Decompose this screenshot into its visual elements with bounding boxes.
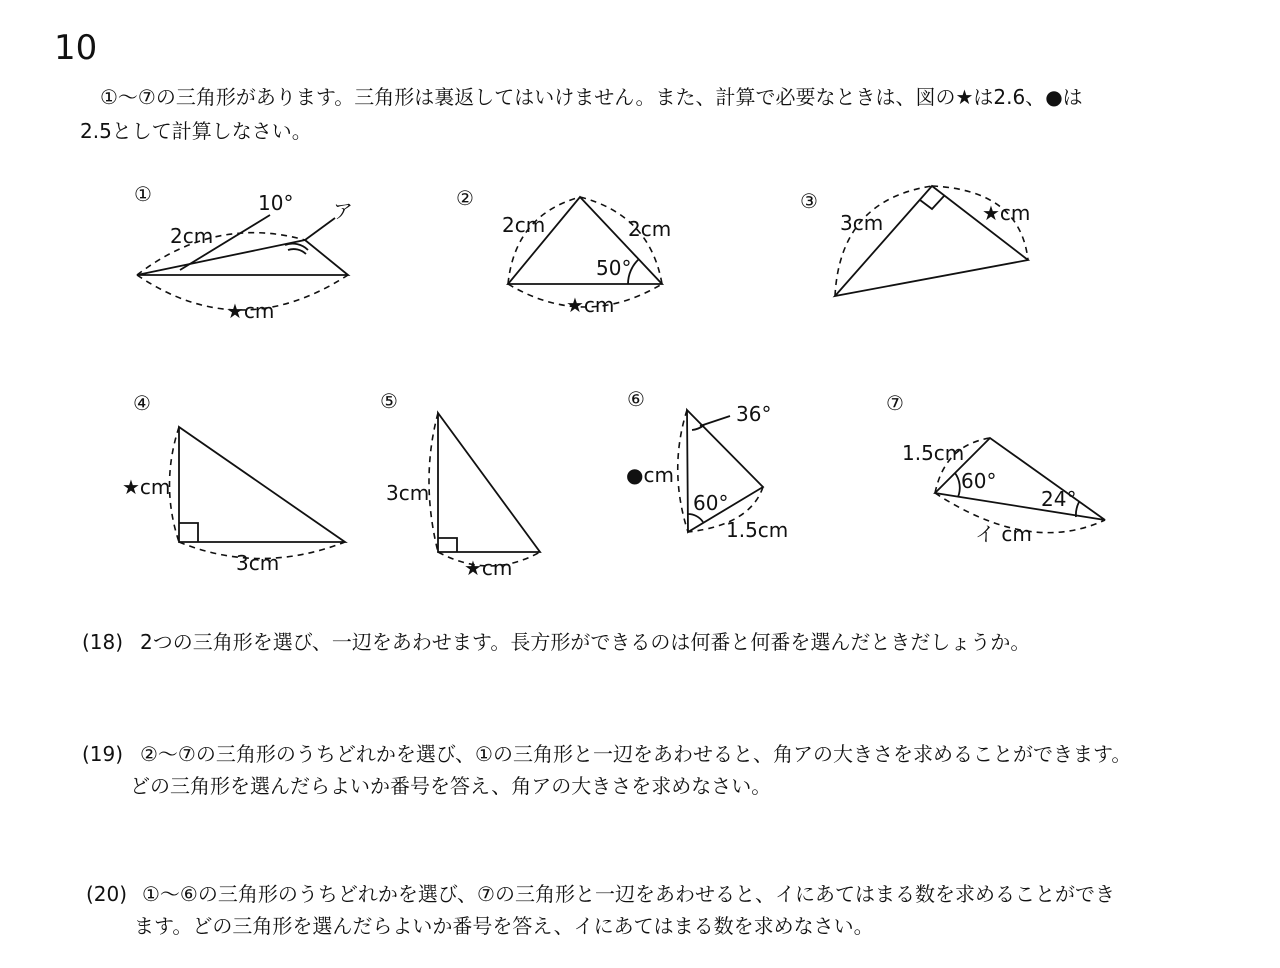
triangle-6-bottom-angle-label: 60° bbox=[693, 491, 729, 515]
triangle-3 bbox=[800, 186, 1030, 296]
triangle-7-left-angle-arc bbox=[955, 473, 960, 497]
question-18-text: 2つの三角形を選び、一辺をあわせます。長方形ができるのは何番と何番を選んだときだしょうか。 bbox=[140, 630, 1031, 654]
triangle-5-left-label: 3cm bbox=[386, 481, 430, 505]
triangle-5-base-label: ★cm bbox=[464, 556, 513, 580]
triangle-4 bbox=[122, 391, 345, 575]
problem-number: 10 bbox=[54, 28, 98, 68]
triangle-5-left-dash bbox=[429, 413, 438, 552]
triangle-5-shape bbox=[438, 413, 540, 552]
triangle-1-angle-label: 10° bbox=[258, 191, 294, 215]
triangle-2-label: ② bbox=[456, 186, 474, 210]
triangle-1-shape bbox=[137, 240, 348, 275]
triangle-3-right-angle bbox=[920, 196, 944, 209]
triangle-7-label: ⑦ bbox=[886, 391, 904, 415]
triangle-4-label: ④ bbox=[133, 391, 151, 415]
question-18-number: (18) bbox=[82, 630, 124, 654]
intro-line-1: ①〜⑦の三角形があります。三角形は裏返してはいけません。また、計算で必要なときは、図の★は2.6、●は bbox=[100, 85, 1083, 109]
triangle-4-left-label: ★cm bbox=[122, 475, 171, 499]
triangle-1-angle-a-label: ア bbox=[333, 199, 353, 223]
triangle-6-left-label: ●cm bbox=[626, 463, 674, 487]
triangle-6-top-angle-pointer bbox=[700, 416, 730, 426]
triangle-6-label: ⑥ bbox=[627, 387, 645, 411]
triangle-7-side-label: 1.5cm bbox=[902, 441, 965, 465]
question-19-text-line-2: どの三角形を選んだらよいか番号を答え、角アの大きさを求めなさい。 bbox=[130, 774, 772, 798]
triangle-4-left-dash bbox=[170, 427, 180, 542]
triangle-1 bbox=[134, 182, 353, 323]
triangle-7-left-angle-label: 60° bbox=[961, 469, 997, 493]
triangle-2-left-label: 2cm bbox=[502, 213, 546, 237]
triangle-7 bbox=[886, 391, 1105, 546]
question-19-text-line-1: ②〜⑦の三角形のうちどれかを選び、①の三角形と一辺をあわせると、角アの大きさを求めることができます。 bbox=[140, 742, 1132, 766]
triangle-1-angle-a-arc-inner bbox=[288, 249, 306, 254]
triangle-7-right-angle-label: 24° bbox=[1041, 487, 1077, 511]
triangle-5-label: ⑤ bbox=[380, 389, 398, 413]
question-20-text-line-1: ①〜⑥の三角形のうちどれかを選び、⑦の三角形と一辺をあわせると、イにあてはまる数を求めることができ bbox=[142, 882, 1115, 906]
triangle-1-side-label: 2cm bbox=[170, 224, 214, 248]
triangle-6 bbox=[626, 387, 788, 542]
triangle-2-right-label: 2cm bbox=[628, 217, 672, 241]
question-20-number: (20) bbox=[86, 882, 128, 906]
triangle-4-base-label: 3cm bbox=[236, 551, 280, 575]
triangle-4-shape bbox=[179, 427, 345, 542]
triangle-2-base-label: ★cm bbox=[566, 293, 615, 317]
triangle-3-label: ③ bbox=[800, 189, 818, 213]
triangle-1-base-label: ★cm bbox=[226, 299, 275, 323]
question-19-number: (19) bbox=[82, 742, 124, 766]
triangle-2 bbox=[456, 186, 671, 317]
triangle-1-a-pointer bbox=[305, 218, 335, 240]
triangle-4-right-angle bbox=[179, 523, 198, 542]
intro-line-2: 2.5として計算しなさい。 bbox=[80, 119, 312, 143]
triangle-6-bottom-angle-arc bbox=[688, 514, 703, 522]
question-20-text-line-2: ます。どの三角形を選んだらよいか番号を答え、イにあてはまる数を求めなさい。 bbox=[134, 914, 874, 938]
triangle-5-right-angle bbox=[438, 538, 457, 552]
triangle-6-base-label: 1.5cm bbox=[726, 518, 789, 542]
triangle-1-label: ① bbox=[134, 182, 152, 206]
triangle-1-side-dash bbox=[137, 233, 305, 275]
triangle-5 bbox=[380, 389, 540, 580]
triangle-3-right-label: ★cm bbox=[982, 201, 1031, 225]
triangle-6-top-angle-label: 36° bbox=[736, 402, 772, 426]
triangle-2-angle-label: 50° bbox=[596, 256, 632, 280]
triangle-3-left-label: 3cm bbox=[840, 211, 884, 235]
triangle-7-base-label: イ cm bbox=[975, 522, 1032, 546]
